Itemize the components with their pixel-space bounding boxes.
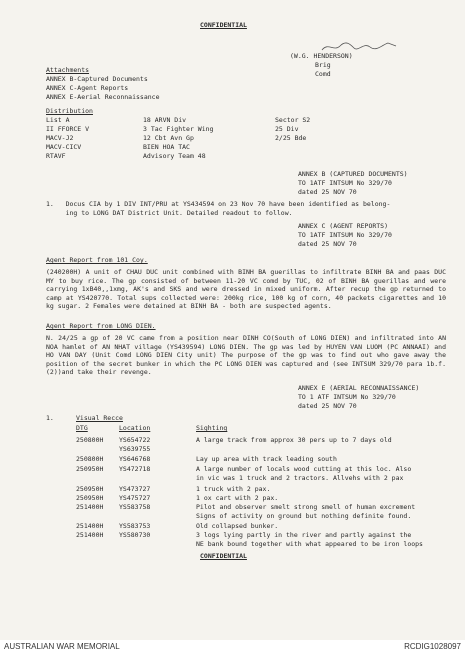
annex-e-title: ANNEX E (AERIAL RECONNAISSANCE) [298, 384, 420, 392]
cell-location: YS475727 [119, 494, 151, 502]
attachments-heading: Attachments [46, 66, 90, 74]
table-header [76, 424, 456, 433]
cell-sighting: Old collapsed bunker. [196, 522, 279, 530]
table-row [76, 436, 456, 445]
cell-sighting: Pilot and observer smelt strong smell of human excrement [196, 503, 416, 511]
column-header-sighting: Sighting [196, 424, 228, 432]
archive-footer [0, 640, 465, 654]
distribution-item: II FFORCE V [46, 125, 90, 133]
cell-location: YS583758 [119, 503, 151, 511]
annex-b-title: ANNEX B (CAPTURED DOCUMENTS) [298, 170, 408, 178]
signatory-title: Comd [315, 70, 331, 78]
cell-sighting: A large number of locals wood cutting at this loc. Also [196, 465, 412, 473]
column-header-dtg: DTG [76, 424, 88, 432]
annex-c-dated: dated 25 NOV 70 [298, 240, 357, 248]
agent-report-heading: Agent Report from LONG DIEN. [46, 322, 156, 330]
cell-sighting: Signs of activity on ground but nothing definite found. [196, 512, 412, 520]
cell-sighting: 1 truck with 2 pax. [196, 485, 271, 493]
table-row [76, 494, 456, 503]
attachment-item: ANNEX C-Agent Reports [46, 84, 129, 92]
table-row [76, 512, 456, 521]
agent-report-heading: Agent Report from 101 Coy. [46, 256, 148, 264]
cell-dtg: 250800H [76, 455, 104, 463]
cell-sighting: NE bank bound together with what appeared to be iron loops [196, 540, 423, 548]
agent-report-text: (240200H) A unit of CHAU DUC unit combined with BINH BA guerillas to infiltrate BINH BA and paas DUC MY to buy rice. The gp consisted of between 11-20 VC comd by TUC, 02 of BINH BA guerillas and were carrying 1xB40,,1xmg, AK's and SKS and were dressed in mixed uniform. After recup the gp returned to camp at YS420770. Total sups collected were: 200kg rice, 100 kg of corn, 40 packets cigarettes and 10 kg sugar. 2 Females were detained at BINH BA - both are suspected agents. [46, 268, 446, 311]
annex-b-dated: dated 25 NOV 70 [298, 188, 357, 196]
cell-sighting: A large track from approx 30 pers up to 7 days old [196, 436, 392, 444]
attachment-item: ANNEX B-Captured Documents [46, 75, 148, 83]
distribution-item: Sector S2 [275, 116, 311, 124]
annex-e-dated: dated 25 NOV 70 [298, 402, 357, 410]
annex-c-title: ANNEX C (AGENT REPORTS) [298, 222, 389, 230]
table-row [76, 522, 456, 531]
table-row [76, 465, 456, 474]
cell-sighting: 3 logs lying partly in the river and partly against the [196, 531, 412, 539]
cell-sighting: Lay up area with track leading south [196, 455, 337, 463]
signatory-rank: Brig [315, 61, 331, 69]
table-row [76, 540, 456, 549]
table-row [76, 485, 456, 494]
cell-location: YS646768 [119, 455, 151, 463]
attachment-item: ANNEX E-Aerial Reconnaissance [46, 93, 160, 101]
table-row [76, 455, 456, 464]
cell-location: YS583753 [119, 522, 151, 530]
classification-bottom: CONFIDENTIAL [200, 552, 247, 560]
classification-top: CONFIDENTIAL [200, 21, 247, 29]
cell-location: YS639755 [119, 445, 151, 453]
cell-sighting: in vic was 1 truck and 2 tractors. Allvehs with 2 pax [196, 474, 404, 482]
cell-sighting: 1 ox cart with 2 pax. [196, 494, 279, 502]
visual-recce-heading: Visual Recce [76, 414, 123, 422]
cell-dtg: 251400H [76, 522, 104, 530]
annex-b-to: TO 1ATF INTSUM No 329/70 [298, 179, 392, 187]
annex-b-paragraph: ing to LONG DAT District Unit. Detailed readout to follow. [46, 209, 293, 217]
table-row [76, 531, 456, 540]
cell-dtg: 250950H [76, 485, 104, 493]
distribution-item: RTAVF [46, 152, 66, 160]
distribution-item: BIEN HOA TAC [143, 143, 190, 151]
agent-report-text: N. 24/25 a gp of 20 VC came from a position near DINH CO(South of LONG DIEN) and infiltrated into AN NOA hamlet of AN NHAT village (YS439594) LONG DIEN. The gp was led by HUYEN VAN LUOM (PC ANNAAI) and HO VAN DAY (Unit Comd LONG DIEN City unit) The purpose of the gp was to find out who gave away the position of the secret bunker in which the PC LONG DIEN was captured and (see INTSUM 329/70 para 1b.f.(2))and take their revenge. [46, 334, 446, 377]
cell-dtg: 251400H [76, 503, 104, 511]
distribution-item: 18 ARVN Div [143, 116, 187, 124]
footer-left: AUSTRALIAN WAR MEMORIAL [4, 642, 120, 651]
footer-right: RCDIG1028097 [404, 642, 461, 651]
cell-dtg: 250800H [76, 436, 104, 444]
distribution-item: 12 Cbt Avn Gp [143, 134, 194, 142]
annex-c-to: TO 1ATF INTSUM No 329/70 [298, 231, 392, 239]
annex-e-to: TO 1 ATF INTSUM No 329/70 [298, 393, 396, 401]
annex-b-paragraph: 1. Docus CIA by 1 DIV INT/PRU at YS434594 on 23 Nov 70 have been identified as belong- [46, 200, 391, 208]
table-row [76, 503, 456, 512]
table-row [76, 474, 456, 483]
distribution-item: 3 Tac Fighter Wing [143, 125, 214, 133]
distribution-heading: Distribution [46, 107, 93, 115]
distribution-item: 2/25 Bde [275, 134, 307, 142]
distribution-item: Advisory Team 48 [143, 152, 206, 160]
cell-dtg: 250950H [76, 465, 104, 473]
cell-dtg: 251400H [76, 531, 104, 539]
cell-location: YS654722 [119, 436, 151, 444]
cell-location: YS473727 [119, 485, 151, 493]
section-number: 1. [46, 414, 54, 422]
distribution-item: List A [46, 116, 70, 124]
signatory-name: (W.G. HENDERSON) [290, 52, 353, 60]
cell-location: YS580730 [119, 531, 151, 539]
table-row [76, 445, 456, 454]
cell-dtg: 250950H [76, 494, 104, 502]
distribution-item: MACV-CICV [46, 143, 82, 151]
distribution-item: 25 Div [275, 125, 299, 133]
cell-location: YS472718 [119, 465, 151, 473]
column-header-location: Location [119, 424, 151, 432]
distribution-item: MACV-J2 [46, 134, 74, 142]
